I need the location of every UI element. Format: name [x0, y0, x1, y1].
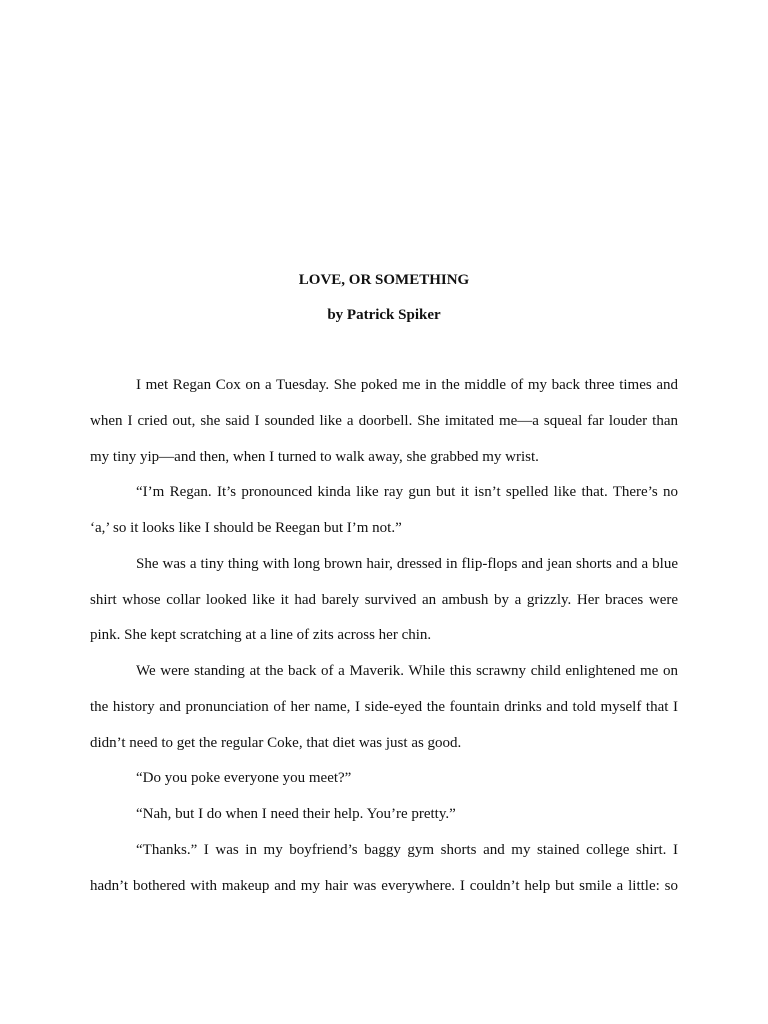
paragraph: “Do you poke everyone you meet?”: [136, 770, 352, 787]
story-body: [90, 368, 678, 904]
story-title: LOVE, OR SOMETHING: [298, 272, 470, 288]
paragraph: I met Regan Cox on a Tuesday. She poked me in the middle of my back three times and when I cried out, she said I sounded like a doorbell. She imitated me—a squeal far louder than my tiny yip—and then, when I turned to walk away, she grabbed my wrist.: [90, 377, 678, 465]
paragraph: “Thanks.” I was in my boyfriend’s baggy gym shorts and my stained college shirt. I hadn’t bothered with makeup and my hair was everywhere. I couldn’t help but smile a little: so: [90, 841, 678, 894]
author-byline: by Patrick Spiker: [327, 307, 441, 323]
paragraph: She was a tiny thing with long brown hair, dressed in flip-flops and jean shorts and a blue shirt whose collar looked like it had barely survived an ambush by a grizzly. Her braces were pink. She kept scratching at a line of zits across her chin.: [90, 555, 678, 644]
paragraph: “Nah, but I do when I need their help. You’re pretty.”: [136, 806, 456, 822]
paragraph: We were standing at the back of a Maverik. While this scrawny child enlightened me on the history and pronunciation of her name, I side-eyed the fountain drinks and told myself that I didn’t need to get the regular Coke, that diet was just as good.: [90, 663, 678, 751]
paragraph: “I’m Regan. It’s pronounced kinda like ray gun but it isn’t spelled like that. There’s no ‘a,’ so it looks like I should be Reegan but I’m not.”: [90, 484, 678, 536]
